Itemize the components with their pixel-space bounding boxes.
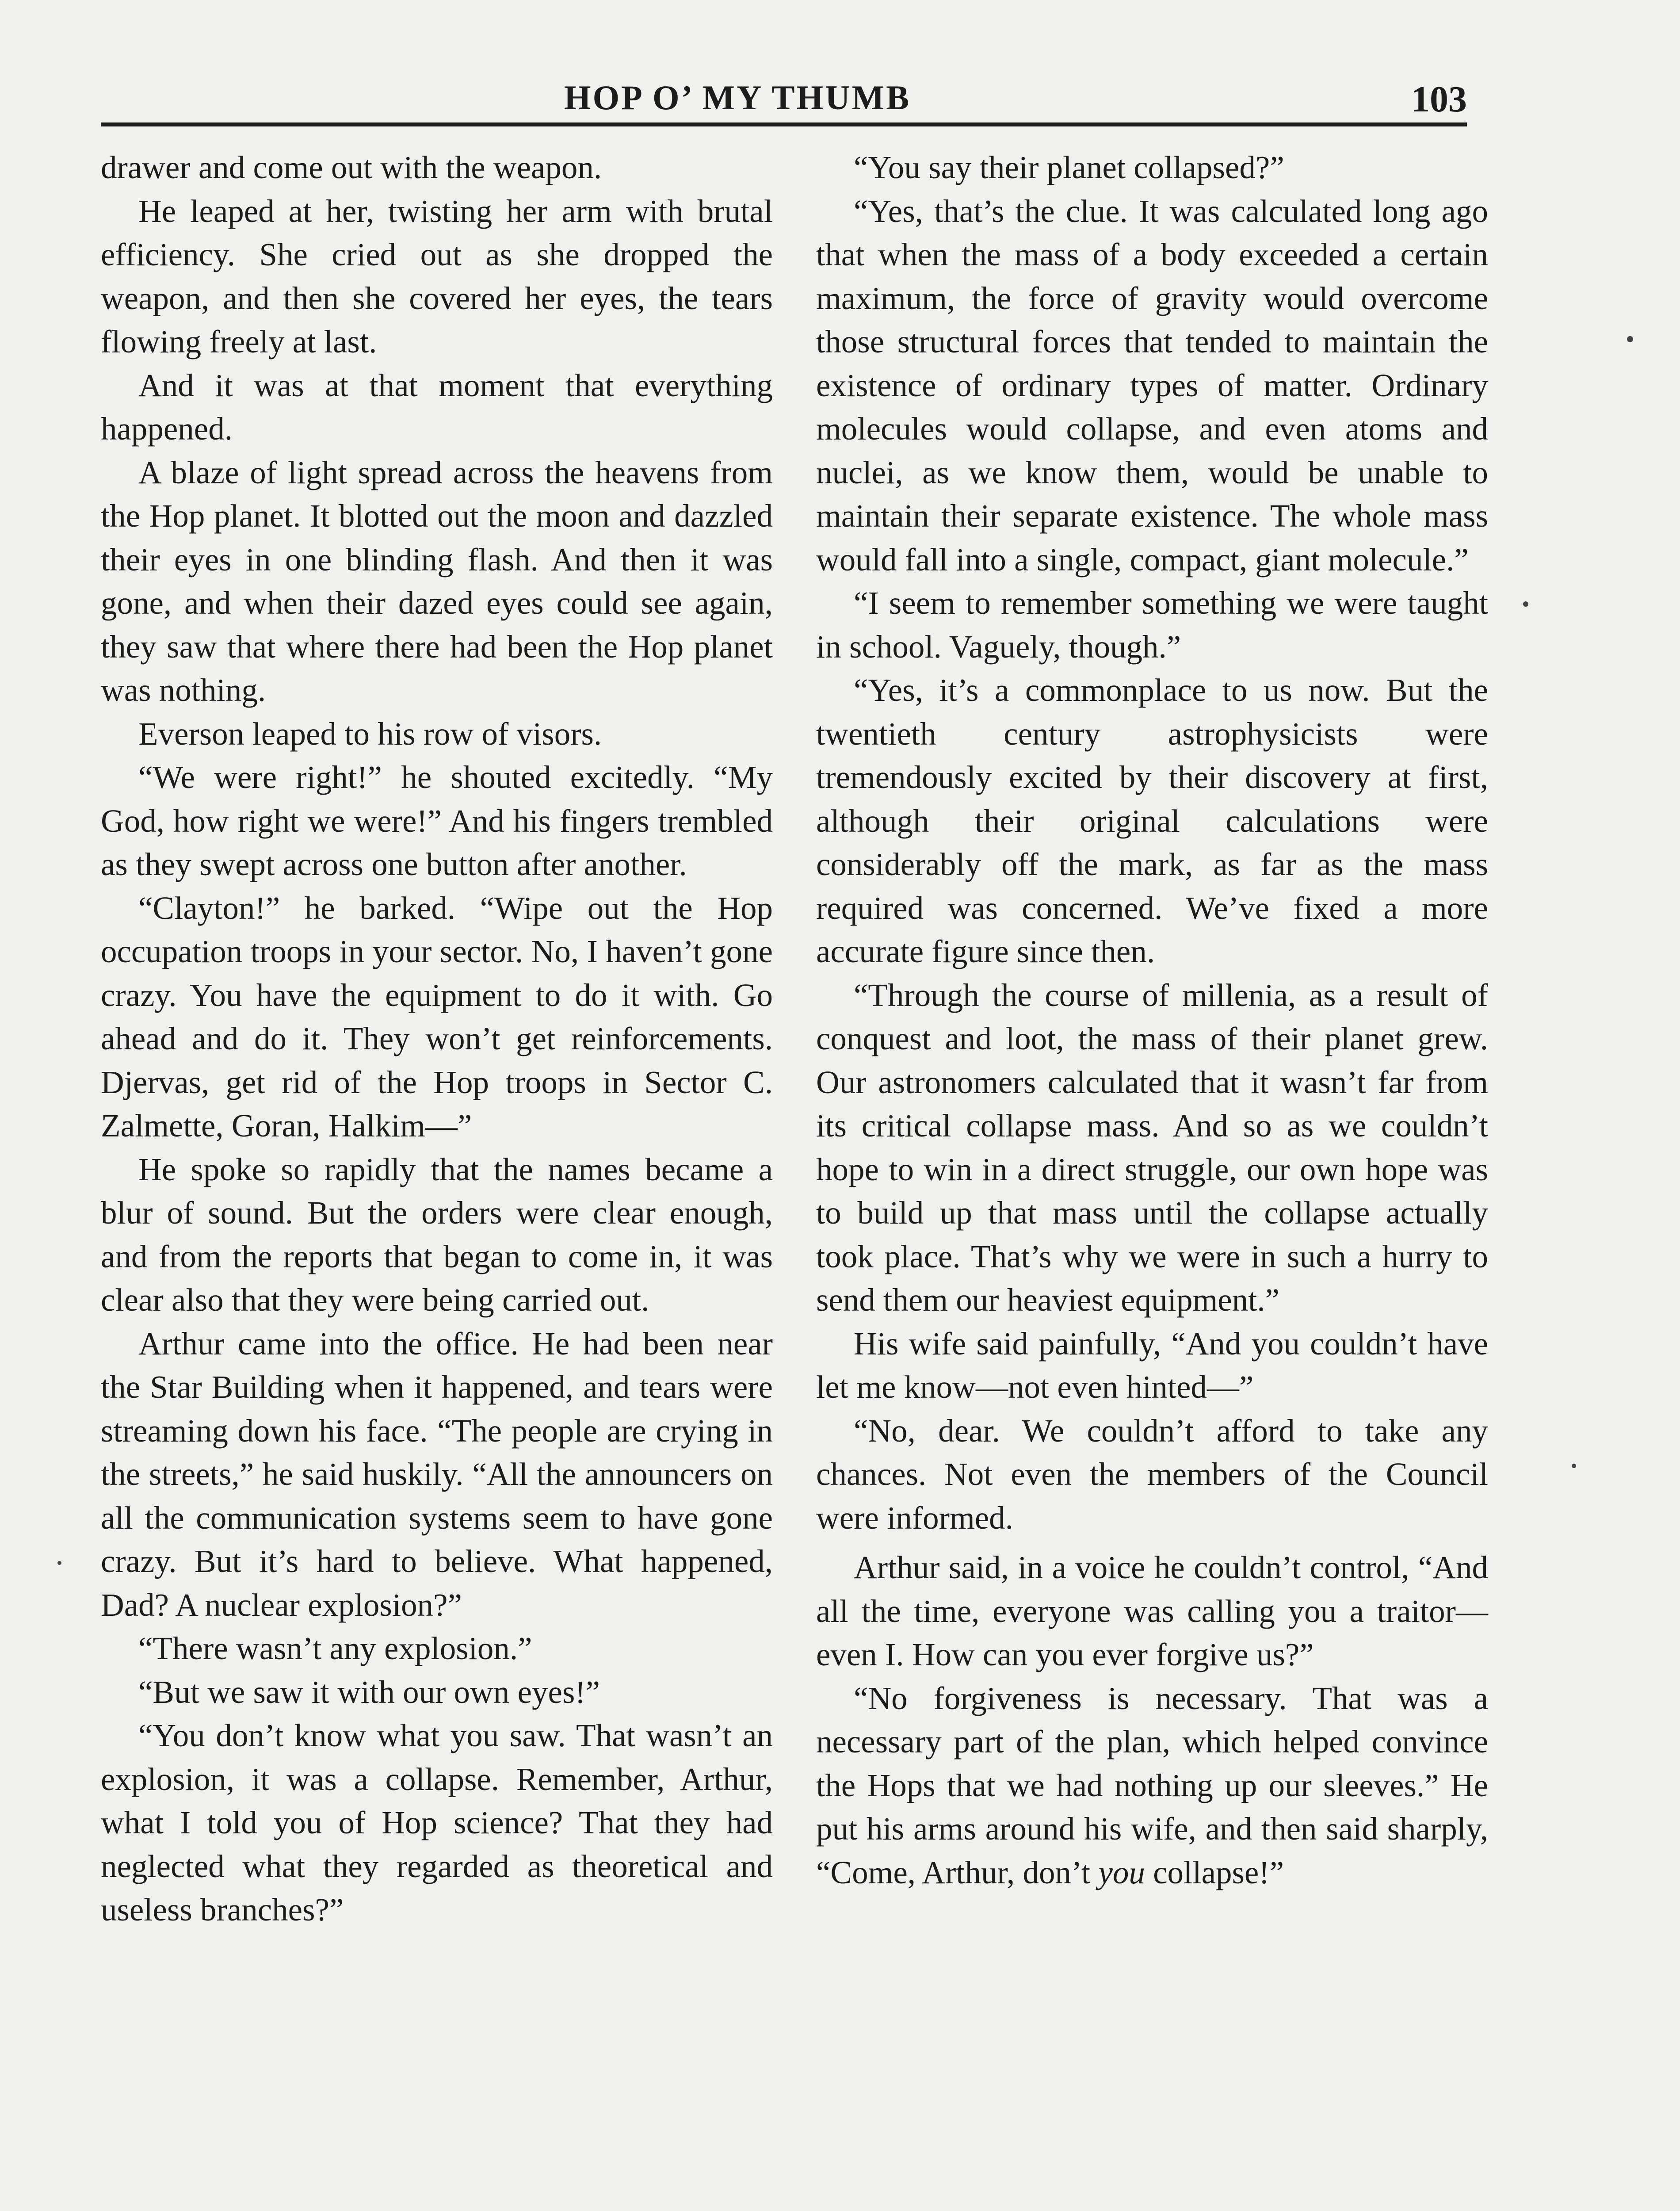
paragraph-text: “We were right!” he shouted excitedly. “My God, how right we were!” And his fingers trembled as they swept across one button after another.	[101, 759, 773, 882]
paragraph	[816, 1322, 1488, 1409]
scan-speck	[1572, 1464, 1576, 1468]
paragraph	[101, 1671, 773, 1714]
paragraph-text: drawer and come out with the weapon.	[101, 149, 602, 185]
paragraph	[101, 451, 773, 712]
paragraph	[101, 364, 773, 451]
paragraph	[101, 1714, 773, 1932]
scan-speck	[57, 1561, 61, 1565]
paragraph	[816, 1409, 1488, 1540]
page-number: 103	[1411, 79, 1467, 120]
emphasis-text: you	[1098, 1854, 1145, 1890]
scan-speck	[1627, 336, 1633, 342]
paragraph	[816, 190, 1488, 582]
paragraph-text: Arthur said, in a voice he couldn’t control, “And all the time, everyone was calling you a traitor—even I. How can you ever forgive us?”	[816, 1549, 1488, 1672]
paragraph-text: He spoke so rapidly that the names became a blur of sound. But the orders were clear enough, and from the reports that began to come in, it was clear also that they were being carried out.	[101, 1151, 773, 1318]
paragraph	[101, 1627, 773, 1671]
paragraph-text: “Clayton!” he barked. “Wipe out the Hop occupation troops in your sector. No, I haven’t gone crazy. You have the equipment to do it with. Go ahead and do it. They won’t get reinforcements. Djervas, get rid of the Hop troops in Sector C. Zalmette, Goran, Halkim—”	[101, 890, 773, 1144]
paragraph-text-tail: collapse!”	[1145, 1854, 1284, 1890]
running-header	[101, 74, 1467, 126]
paragraph-text: “You say their planet collapsed?”	[854, 149, 1284, 185]
paragraph	[816, 974, 1488, 1322]
paragraph-text: Everson leaped to his row of visors.	[138, 715, 602, 752]
paragraph	[101, 190, 773, 364]
paragraph	[101, 887, 773, 1148]
paragraph-text: He leaped at her, twisting her arm with brutal efficiency. She cried out as she dropped the weapon, and then she covered her eyes, the tears flowing freely at last.	[101, 193, 773, 360]
story-title: HOP O’ MY THUMB	[564, 78, 911, 117]
paragraph-text: His wife said painfully, “And you couldn’t have let me know—not even hinted—”	[816, 1325, 1488, 1405]
right-text-column	[816, 146, 1488, 1894]
paragraph-text: “I seem to remember something we were taught in school. Vaguely, though.”	[816, 585, 1488, 665]
paragraph	[816, 1546, 1488, 1677]
paragraph-text: “Yes, that’s the clue. It was calculated long ago that when the mass of a body exceeded a certain maximum, the force of gravity would overcome those structural forces that tended to maintain the existence of ordinary types of matter. Ordinary molecules would collapse, and even atoms and nuclei, as we know them, would be unable to maintain their separate existence. The whole mass would fall into a single, compact, giant molecule.”	[816, 193, 1488, 578]
paragraph-text: “You don’t know what you saw. That wasn’t an explosion, it was a collapse. Remember, Arthur, what I told you of Hop science? That they had neglected what they regarded as theoretical and useless branches?”	[101, 1718, 773, 1928]
paragraph	[816, 1677, 1488, 1895]
paragraph-text: “Through the course of millenia, as a result of conquest and loot, the mass of their planet grew. Our astronomers calculated that it wasn’t far from its critical collapse mass. And so as we couldn’t hope to win in a direct struggle, our own hope was to build up that mass until the collapse actually took place. That’s why we were in such a hurry to send them our heaviest equipment.”	[816, 977, 1488, 1318]
paragraph-text: “Yes, it’s a commonplace to us now. But the twentieth century astrophysicists were tremendously excited by their discovery at first, although their original calculations were considerably off the mark, as far as the mass required was concerned. We’ve fixed a more accurate figure since then.	[816, 672, 1488, 969]
paragraph-text: Arthur came into the office. He had been near the Star Building when it happened, and tears were streaming down his face. “The people are crying in the streets,” he said huskily. “All the announcers on all the communication systems seem to have gone crazy. But it’s hard to believe. What happened, Dad? A nuclear explosion?”	[101, 1325, 773, 1623]
left-text-column	[101, 146, 773, 1932]
paragraph	[816, 146, 1488, 190]
header-rule	[101, 122, 1467, 126]
paragraph-text: “No forgiveness is necessary. That was a necessary part of the plan, which helped convince the Hops that we had nothing up our sleeves.” He put his arms around his wife, and then said sharply, “Come, Arthur, don’t	[816, 1680, 1488, 1890]
paragraph	[101, 1148, 773, 1322]
paragraph-text: “No, dear. We couldn’t afford to take any chances. Not even the members of the Council were informed.	[816, 1412, 1488, 1536]
paragraph-text: “But we saw it with our own eyes!”	[138, 1674, 600, 1710]
paragraph-text: A blaze of light spread across the heavens from the Hop planet. It blotted out the moon and dazzled their eyes in one blinding flash. And then it was gone, and when their dazed eyes could see again, they saw that where there had been the Hop planet was nothing.	[101, 454, 773, 708]
paragraph-text: And it was at that moment that everything happened.	[101, 367, 773, 447]
paragraph	[816, 581, 1488, 669]
paragraph	[101, 712, 773, 756]
paragraph	[816, 669, 1488, 974]
paragraph	[101, 756, 773, 887]
paragraph	[101, 146, 773, 190]
paragraph-text: “There wasn’t any explosion.”	[138, 1630, 532, 1666]
scan-speck	[1523, 601, 1528, 607]
paragraph	[101, 1322, 773, 1627]
